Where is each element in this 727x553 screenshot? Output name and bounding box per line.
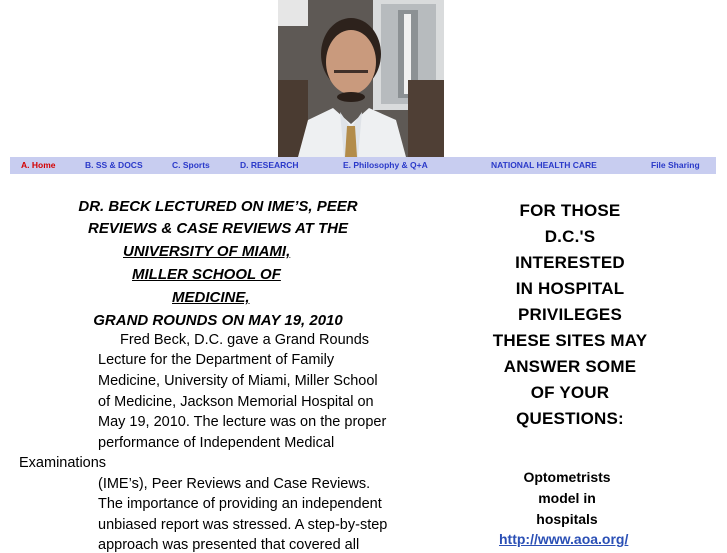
sidebar-heading-7: ANSWER SOME [503, 357, 637, 376]
section-title-line-3: hospitals [536, 511, 598, 527]
sidebar-heading-1: FOR THOSE [519, 201, 621, 220]
body-line-7: Examinations [19, 455, 107, 471]
nav-item-research[interactable]: D. RESEARCH [240, 160, 299, 170]
body-line-5: May 19, 2010. The lecture was on the proper [98, 414, 387, 430]
body-line-8: (IME’s), Peer Reviews and Case Reviews. [98, 476, 371, 492]
headline-line-5: MEDICINE, [172, 289, 250, 306]
headline-line-3: UNIVERSITY OF MIAMI, [123, 243, 291, 260]
nav-item-home[interactable]: A. Home [21, 160, 56, 170]
body-line-1: Fred Beck, D.C. gave a Grand Rounds [120, 332, 370, 348]
section-title-line-1: Optometrists [523, 469, 611, 485]
sidebar-heading-3: INTERESTED [515, 253, 625, 272]
nav-item-national-health-care[interactable]: NATIONAL HEALTH CARE [491, 160, 597, 170]
body-line-9: The importance of providing an independent [98, 496, 382, 512]
body-line-10: unbiased report was stressed. A step-by-step [98, 517, 388, 533]
aoa-link[interactable]: http://www.aoa.org/ [499, 531, 629, 547]
sidebar-heading-4: IN HOSPITAL [515, 279, 625, 298]
main-nav [10, 157, 716, 174]
sidebar-heading-2: D.C.'S [544, 227, 596, 246]
headline-line-4: MILLER SCHOOL OF [132, 266, 281, 283]
body-line-3: Medicine, University of Miami, Miller School [98, 373, 378, 389]
sidebar-heading-6: THESE SITES MAY [492, 331, 648, 350]
headline-line-1: DR. BECK LECTURED ON IME’S, PEER [78, 198, 358, 215]
nav-item-ss-docs[interactable]: B. SS & DOCS [85, 160, 143, 170]
headline-line-6: GRAND ROUNDS ON MAY 19, 2010 [93, 312, 343, 329]
doctor-portrait [278, 0, 444, 157]
sidebar-heading-8: OF YOUR [530, 383, 610, 402]
section-title-line-2: model in [538, 490, 596, 506]
nav-item-philosophy[interactable]: E. Philosophy & Q+A [343, 160, 428, 170]
body-line-2: Lecture for the Department of Family [98, 352, 335, 368]
body-line-6: performance of Independent Medical [98, 435, 335, 451]
nav-item-sports[interactable]: C. Sports [172, 160, 210, 170]
headline-line-2: REVIEWS & CASE REVIEWS AT THE [87, 220, 349, 237]
sidebar-heading-9: QUESTIONS: [516, 409, 624, 428]
sidebar-heading-5: PRIVILEGES [517, 305, 623, 324]
body-line-11: approach was presented that covered all [98, 537, 360, 553]
body-line-4: of Medicine, Jackson Memorial Hospital on [98, 394, 374, 410]
nav-item-file-sharing[interactable]: File Sharing [651, 160, 700, 170]
